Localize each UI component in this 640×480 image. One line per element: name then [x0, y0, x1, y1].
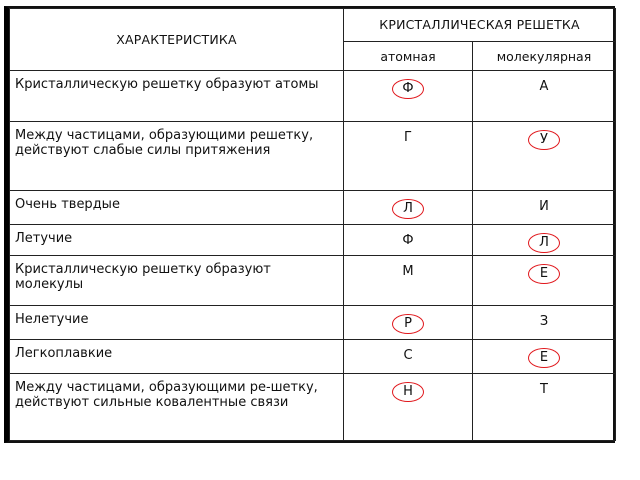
atomic-cell	[344, 255, 473, 306]
atomic-cell	[344, 71, 473, 122]
crystal-lattice-table	[9, 8, 616, 441]
molecular-letter: И	[539, 199, 549, 215]
table-row	[10, 122, 616, 191]
molecular-letter-circled: Е	[528, 348, 560, 368]
atomic-cell	[344, 306, 473, 340]
molecular-cell	[473, 306, 616, 340]
atomic-cell	[344, 374, 473, 441]
header-atomic: атомная	[344, 41, 473, 71]
crystal-lattice-table-sheet	[4, 6, 615, 443]
molecular-cell	[473, 71, 616, 122]
molecular-letter: Т	[540, 382, 548, 398]
molecular-letter: З	[539, 314, 549, 330]
atomic-letter-circled: Л	[392, 199, 424, 219]
table-row	[10, 224, 616, 255]
characteristic-cell: Легкоплавкие	[10, 340, 344, 374]
characteristic-cell: Очень твердые	[10, 191, 344, 225]
atomic-cell	[344, 224, 473, 255]
table-row	[10, 255, 616, 306]
atomic-cell	[344, 122, 473, 191]
molecular-letter-circled: Е	[528, 264, 560, 284]
molecular-cell	[473, 122, 616, 191]
table-row	[10, 374, 616, 441]
atomic-letter-circled: Н	[392, 382, 424, 402]
molecular-cell	[473, 340, 616, 374]
table-row	[10, 191, 616, 225]
molecular-cell	[473, 191, 616, 225]
molecular-letter-circled: Л	[528, 233, 560, 253]
atomic-letter-circled: Ф	[392, 79, 424, 99]
table-row	[10, 71, 616, 122]
atomic-cell	[344, 191, 473, 225]
characteristic-cell: Летучие	[10, 224, 344, 255]
molecular-cell	[473, 374, 616, 441]
table-row	[10, 306, 616, 340]
characteristic-cell: Между частицами, образующими ре-шетку, действуют сильные ковалентные связи	[10, 374, 344, 441]
atomic-letter: С	[403, 348, 413, 364]
header-characteristic: ХАРАКТЕРИСТИКА	[10, 9, 344, 71]
molecular-letter: А	[539, 79, 549, 95]
characteristic-cell: Кристаллическую решетку образуют молекулы	[10, 255, 344, 306]
molecular-cell	[473, 224, 616, 255]
molecular-letter-circled: У	[528, 130, 560, 150]
characteristic-cell: Между частицами, образующими решетку, действуют слабые силы притяжения	[10, 122, 344, 191]
characteristic-cell: Кристаллическую решетку образуют атомы	[10, 71, 344, 122]
atomic-letter: Ф	[402, 232, 414, 248]
atomic-letter: Г	[404, 130, 412, 146]
table-row	[10, 340, 616, 374]
molecular-cell	[473, 255, 616, 306]
atomic-cell	[344, 340, 473, 374]
header-crystal-lattice: КРИСТАЛЛИЧЕСКАЯ РЕШЕТКА	[344, 9, 616, 42]
header-molecular: молекулярная	[473, 41, 616, 71]
atomic-letter: М	[402, 263, 414, 279]
atomic-letter-circled: Р	[392, 314, 424, 334]
characteristic-cell: Нелетучие	[10, 306, 344, 340]
